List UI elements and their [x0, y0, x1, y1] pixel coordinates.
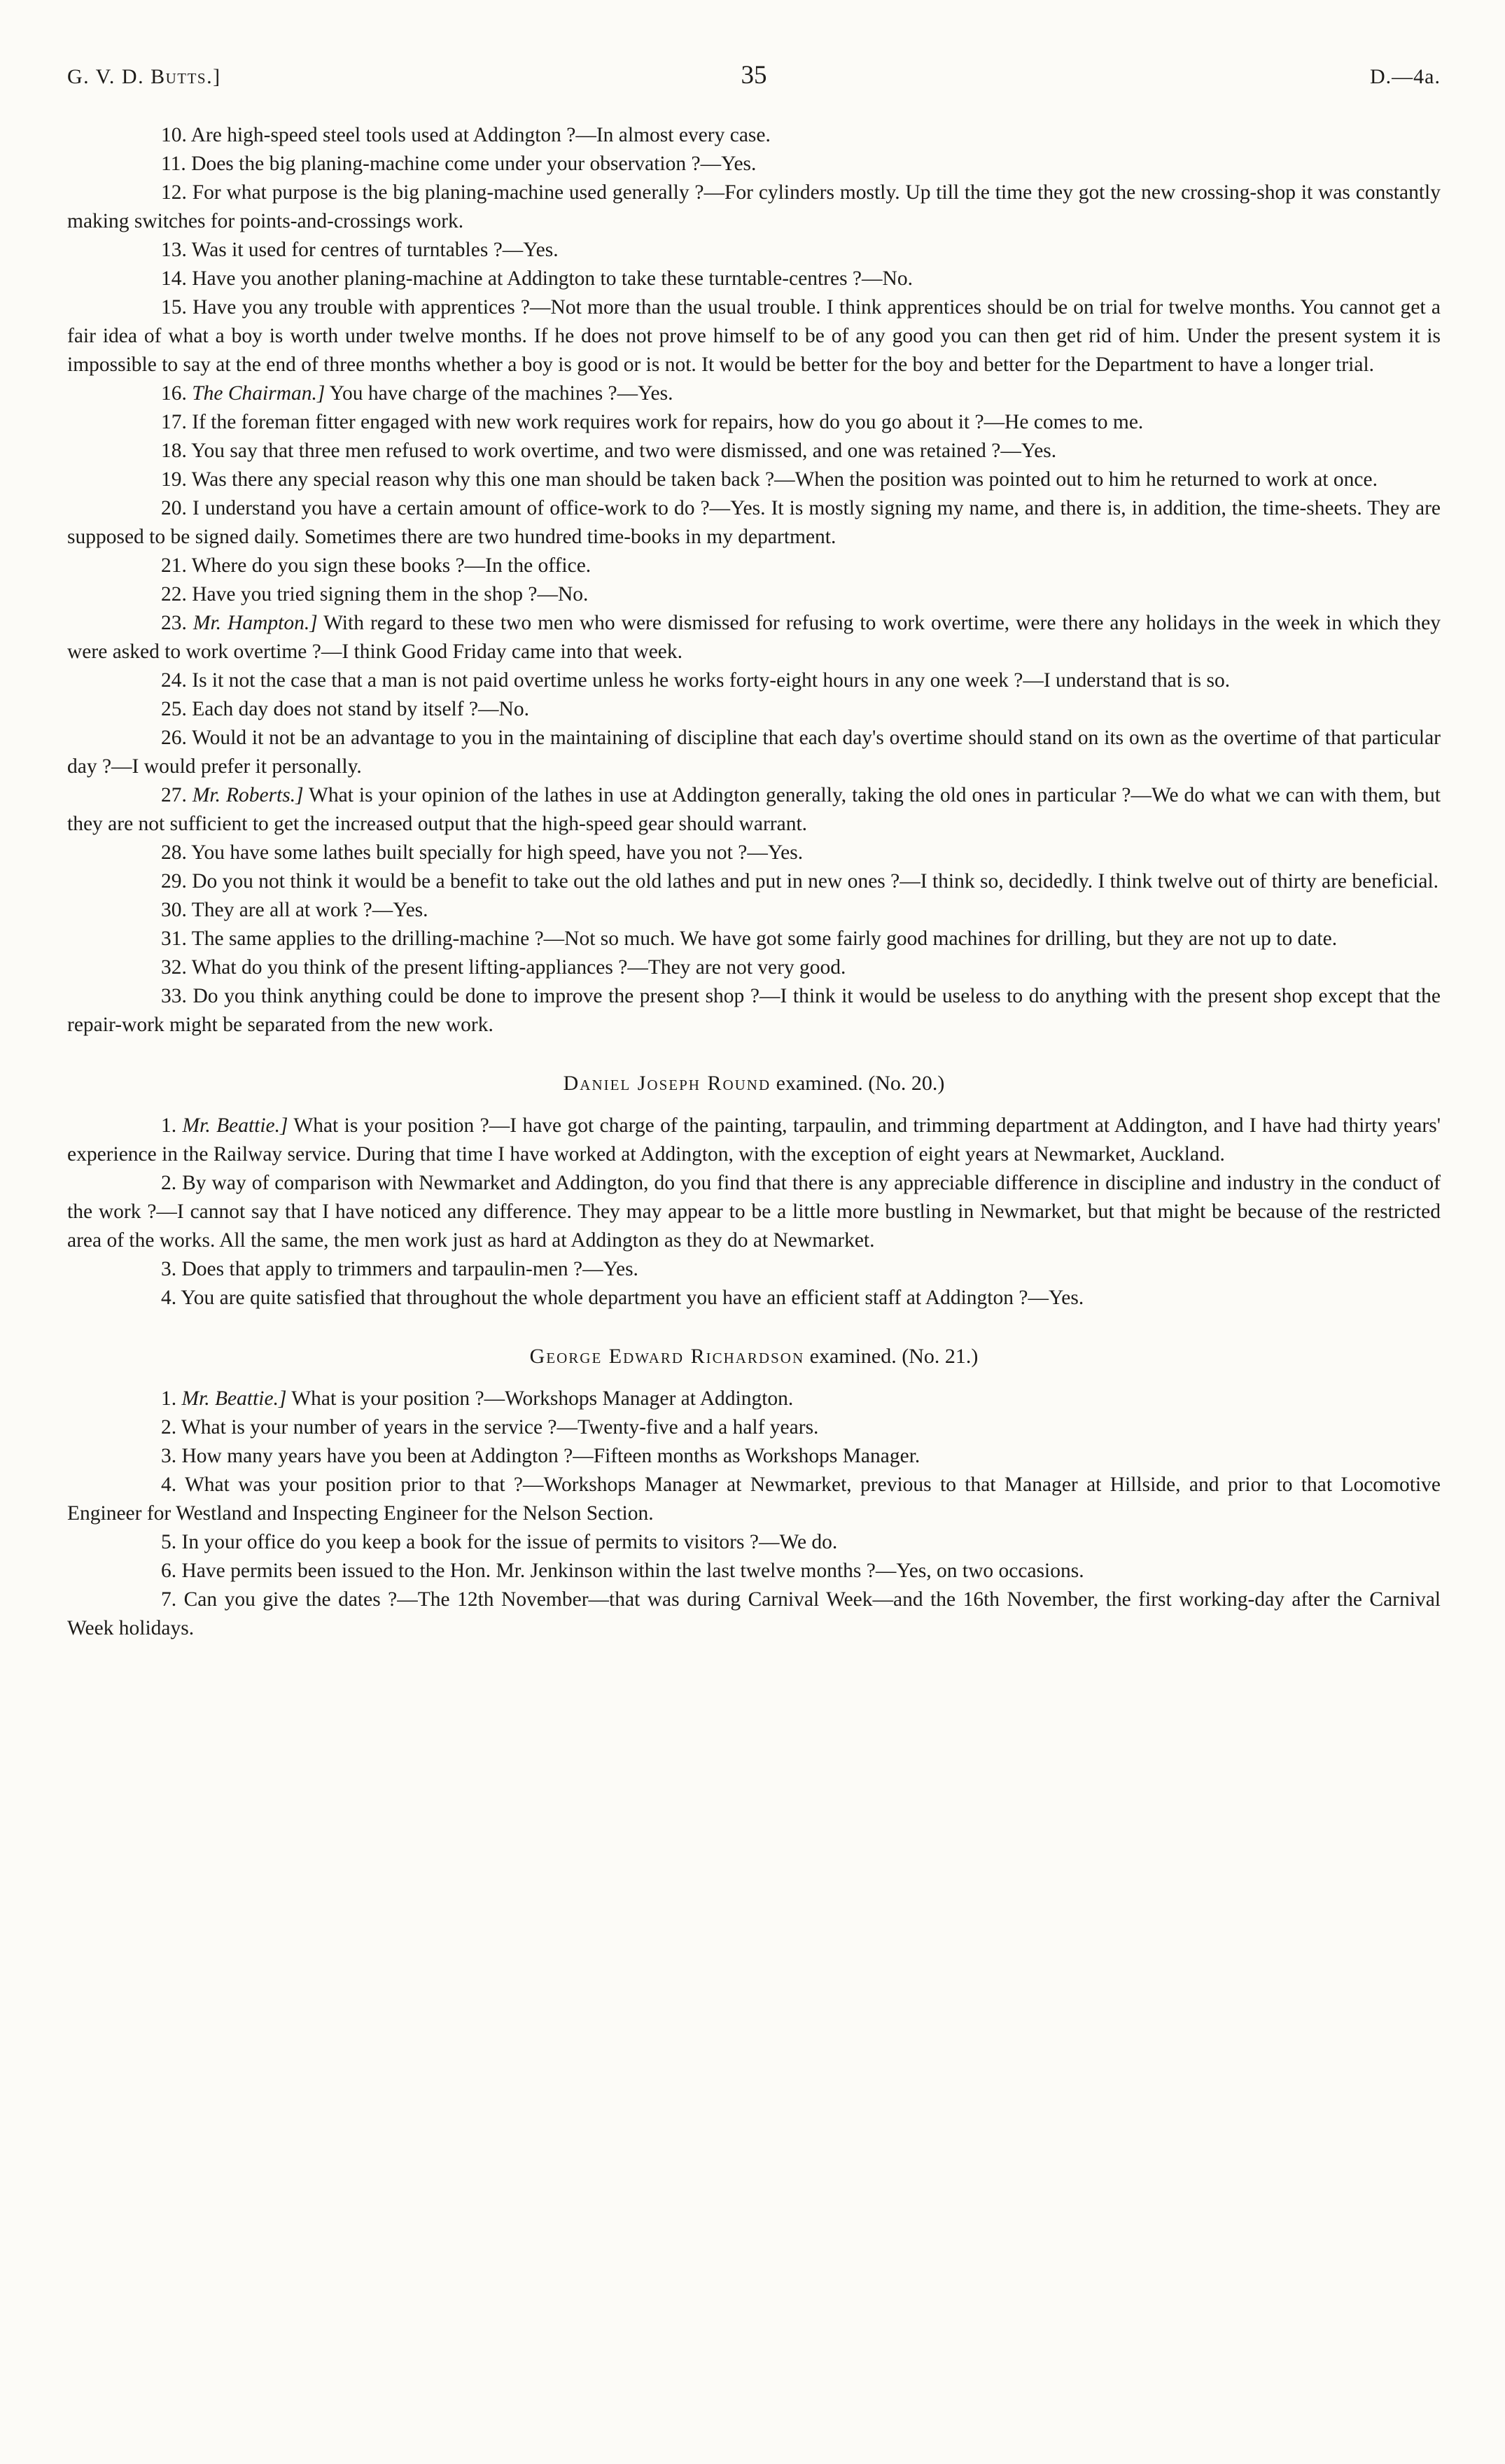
- qa-text: 32. What do you think of the present lifting-appliances ?—They are not very good.: [161, 956, 846, 979]
- qa-paragraph: [67, 724, 1441, 781]
- qa-text: 11. Does the big planing-machine come under your observation ?—Yes.: [161, 153, 757, 175]
- qa-text: 14. Have you another planing-machine at Addington to take these turntable-centres ?—No.: [161, 267, 913, 290]
- qa-text: 4. You are quite satisfied that throughout the whole department you have an efficient staff at Addington ?—Yes.: [161, 1287, 1084, 1309]
- qa-paragraph: [67, 437, 1441, 465]
- qa-paragraph: [67, 953, 1441, 982]
- testimony-body: [67, 121, 1441, 1643]
- qa-paragraph: [67, 1528, 1441, 1557]
- qa-paragraph: [67, 1255, 1441, 1284]
- qa-paragraph: [67, 867, 1441, 896]
- qa-text: 1.: [161, 1114, 183, 1137]
- page-number: 35: [741, 61, 767, 90]
- paper-reference: D.—4a.: [1370, 65, 1441, 88]
- qa-text: 12. For what purpose is the big planing-machine used generally ?—For cylinders mostly. Up till the time they got the new crossing-shop it was constantly making switches for points-and-crossings work.: [67, 181, 1441, 232]
- speaker-name: Mr. Hampton.]: [192, 612, 318, 634]
- qa-text: 16.: [161, 382, 192, 405]
- qa-paragraph: [67, 982, 1441, 1040]
- qa-paragraph: [67, 695, 1441, 724]
- qa-text: 2. What is your number of years in the service ?—Twenty-five and a half years.: [161, 1416, 819, 1438]
- witness-heading-suffix: examined. (No. 21.): [804, 1345, 979, 1368]
- qa-paragraph: [67, 236, 1441, 265]
- speaker-name: Mr. Beattie.]: [182, 1114, 288, 1137]
- qa-paragraph: [67, 1169, 1441, 1255]
- qa-paragraph: [67, 1442, 1441, 1471]
- qa-text: What is your position ?—Workshops Manager at Addington.: [286, 1387, 794, 1410]
- qa-paragraph: [67, 925, 1441, 953]
- qa-paragraph: [67, 1557, 1441, 1586]
- qa-text: 2. By way of comparison with Newmarket and Addington, do you find that there is any appreciable difference in discipline and industry in the conduct of the work ?—I cannot say that I have noticed any difference. They may appear to be a little more bustling in Newmarket, but that might be because of the restricted area of the works. All the same, the men work just as hard at Addington as they do at Newmarket.: [67, 1172, 1441, 1252]
- qa-text: 3. How many years have you been at Addington ?—Fifteen months as Workshops Manager.: [161, 1445, 920, 1467]
- page-header: [67, 60, 1441, 90]
- speaker-name: The Chairman.]: [192, 382, 326, 405]
- qa-text: What is your opinion of the lathes in use at Addington generally, taking the old ones in particular ?—We do what we can with them, but they are not sufficient to get the increased output that the high-speed gear should warrant.: [67, 784, 1441, 835]
- qa-text: 4. What was your position prior to that ?—Workshops Manager at Newmarket, previous to that Manager at Hillside, and prior to that Locomotive Engineer for Westland and Inspecting Engineer for the Nelson Section.: [67, 1474, 1441, 1525]
- testimony-section: [67, 1069, 1441, 1312]
- qa-paragraph: [67, 1284, 1441, 1312]
- qa-text: 29. Do you not think it would be a benefit to take out the old lathes and put in new ones ?—I think so, decidedly. I think twelve out of thirty are beneficial.: [161, 870, 1439, 892]
- qa-paragraph: [67, 1112, 1441, 1169]
- qa-text: 25. Each day does not stand by itself ?—No.: [161, 698, 529, 720]
- witness-heading-suffix: examined. (No. 20.): [771, 1072, 945, 1095]
- qa-text: 26. Would it not be an advantage to you in the maintaining of discipline that each day's overtime should stand on its own as the overtime of that particular day ?—I would prefer it personally.: [67, 727, 1441, 778]
- qa-paragraph: [67, 121, 1441, 150]
- testimony-section: [67, 1342, 1441, 1643]
- qa-paragraph: [67, 781, 1441, 839]
- qa-text: 1.: [161, 1387, 182, 1410]
- qa-text: 15. Have you any trouble with apprentices ?—Not more than the usual trouble. I think apprentices should be on trial for twelve months. You cannot get a fair idea of what a boy is worth under twelve months. If he does not prove himself to be of any good you can then get rid of him. Under the present system it is impossible to say at the end of three months whether a boy is good or is not. It would be better for the boy and better for the Department to have a longer trial.: [67, 296, 1441, 376]
- qa-text: 10. Are high-speed steel tools used at Addington ?—In almost every case.: [161, 124, 771, 146]
- witness-name: Daniel Joseph Round: [563, 1072, 771, 1095]
- qa-text: 19. Was there any special reason why this one man should be taken back ?—When the position was pointed out to him he returned to work at once.: [161, 468, 1378, 491]
- speaker-name: Mr. Beattie.]: [181, 1387, 287, 1410]
- qa-text: 7. Can you give the dates ?—The 12th November—that was during Carnival Week—and the 16th November, the first working-day after the Carnival Week holidays.: [67, 1588, 1441, 1639]
- qa-paragraph: [67, 1471, 1441, 1528]
- qa-paragraph: [67, 839, 1441, 867]
- qa-paragraph: [67, 494, 1441, 552]
- qa-paragraph: [67, 1385, 1441, 1413]
- qa-paragraph: [67, 150, 1441, 178]
- qa-text: 24. Is it not the case that a man is not paid overtime unless he works forty-eight hours in any one week ?—I understand that is so.: [161, 669, 1231, 692]
- qa-text: 6. Have permits been issued to the Hon. Mr. Jenkinson within the last twelve months ?—Yes, on two occasions.: [161, 1560, 1084, 1582]
- qa-text: 30. They are all at work ?—Yes.: [161, 899, 428, 921]
- qa-paragraph: [67, 408, 1441, 437]
- qa-paragraph: [67, 552, 1441, 580]
- qa-paragraph: [67, 178, 1441, 236]
- witness-heading: [67, 1069, 1441, 1098]
- qa-text: 20. I understand you have a certain amount of office-work to do ?—Yes. It is mostly signing my name, and there is, in addition, the time-sheets. They are supposed to be signed daily. Sometimes there are two hundred time-books in my department.: [67, 497, 1441, 548]
- qa-text: 27.: [161, 784, 192, 806]
- qa-paragraph: [67, 896, 1441, 925]
- qa-text: 5. In your office do you keep a book for the issue of permits to visitors ?—We do.: [161, 1531, 838, 1553]
- qa-paragraph: [67, 1586, 1441, 1643]
- qa-paragraph: [67, 265, 1441, 293]
- qa-paragraph: [67, 609, 1441, 666]
- qa-text: 13. Was it used for centres of turntables ?—Yes.: [161, 239, 559, 261]
- running-header-witness: G. V. D. Butts.]: [67, 65, 221, 88]
- witness-heading: [67, 1342, 1441, 1371]
- qa-paragraph: [67, 465, 1441, 494]
- qa-text: You have charge of the machines ?—Yes.: [325, 382, 673, 405]
- qa-text: What is your position ?—I have got charge of the painting, tarpaulin, and trimming department at Addington, and I have had thirty years' experience in the Railway service. During that time I have worked at Addington, with the exception of eight years at Newmarket, Auckland.: [67, 1114, 1441, 1166]
- testimony-section: [67, 121, 1441, 1040]
- witness-name: George Edward Richardson: [529, 1345, 805, 1368]
- qa-paragraph: [67, 379, 1441, 408]
- qa-text: 18. You say that three men refused to work overtime, and two were dismissed, and one was retained ?—Yes.: [161, 440, 1057, 462]
- qa-paragraph: [67, 293, 1441, 379]
- qa-text: 28. You have some lathes built specially for high speed, have you not ?—Yes.: [161, 841, 804, 864]
- qa-text: 3. Does that apply to trimmers and tarpaulin-men ?—Yes.: [161, 1258, 638, 1280]
- qa-paragraph: [67, 1413, 1441, 1442]
- qa-text: 17. If the foreman fitter engaged with new work requires work for repairs, how do you go about it ?—He comes to me.: [161, 411, 1144, 433]
- qa-text: 31. The same applies to the drilling-machine ?—Not so much. We have got some fairly good machines for drilling, but they are not up to date.: [161, 927, 1338, 950]
- qa-text: 21. Where do you sign these books ?—In the office.: [161, 554, 592, 577]
- qa-text: With regard to these two men who were dismissed for refusing to work overtime, were there any holidays in the week in which they were asked to work overtime ?—I think Good Friday came into that week.: [67, 612, 1441, 663]
- qa-paragraph: [67, 580, 1441, 609]
- speaker-name: Mr. Roberts.]: [192, 784, 304, 806]
- qa-text: 23.: [161, 612, 193, 634]
- qa-paragraph: [67, 666, 1441, 695]
- qa-text: 33. Do you think anything could be done to improve the present shop ?—I think it would be useless to do anything with the present shop except that the repair-work might be separated from the new work.: [67, 985, 1441, 1036]
- qa-text: 22. Have you tried signing them in the shop ?—No.: [161, 583, 589, 606]
